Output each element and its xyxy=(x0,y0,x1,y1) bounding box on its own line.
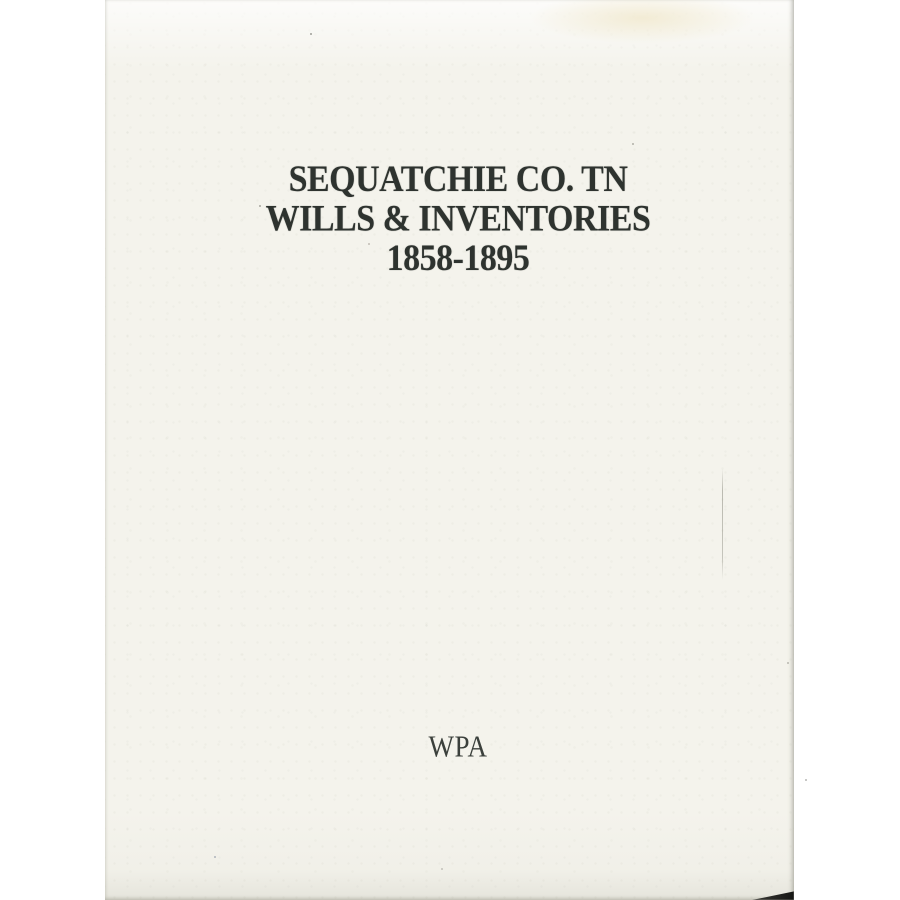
title-line-2: WILLS & INVENTORIES xyxy=(265,198,651,240)
title-line-3-years: 1858-1895 xyxy=(386,238,530,279)
scanned-page xyxy=(105,0,794,900)
title-block xyxy=(114,160,802,279)
scan-specks xyxy=(105,0,107,2)
publisher-label: WPA xyxy=(428,729,488,764)
page-crease-line xyxy=(722,468,723,580)
title-line-1: SEQUATCHIE CO. TN xyxy=(288,158,628,200)
